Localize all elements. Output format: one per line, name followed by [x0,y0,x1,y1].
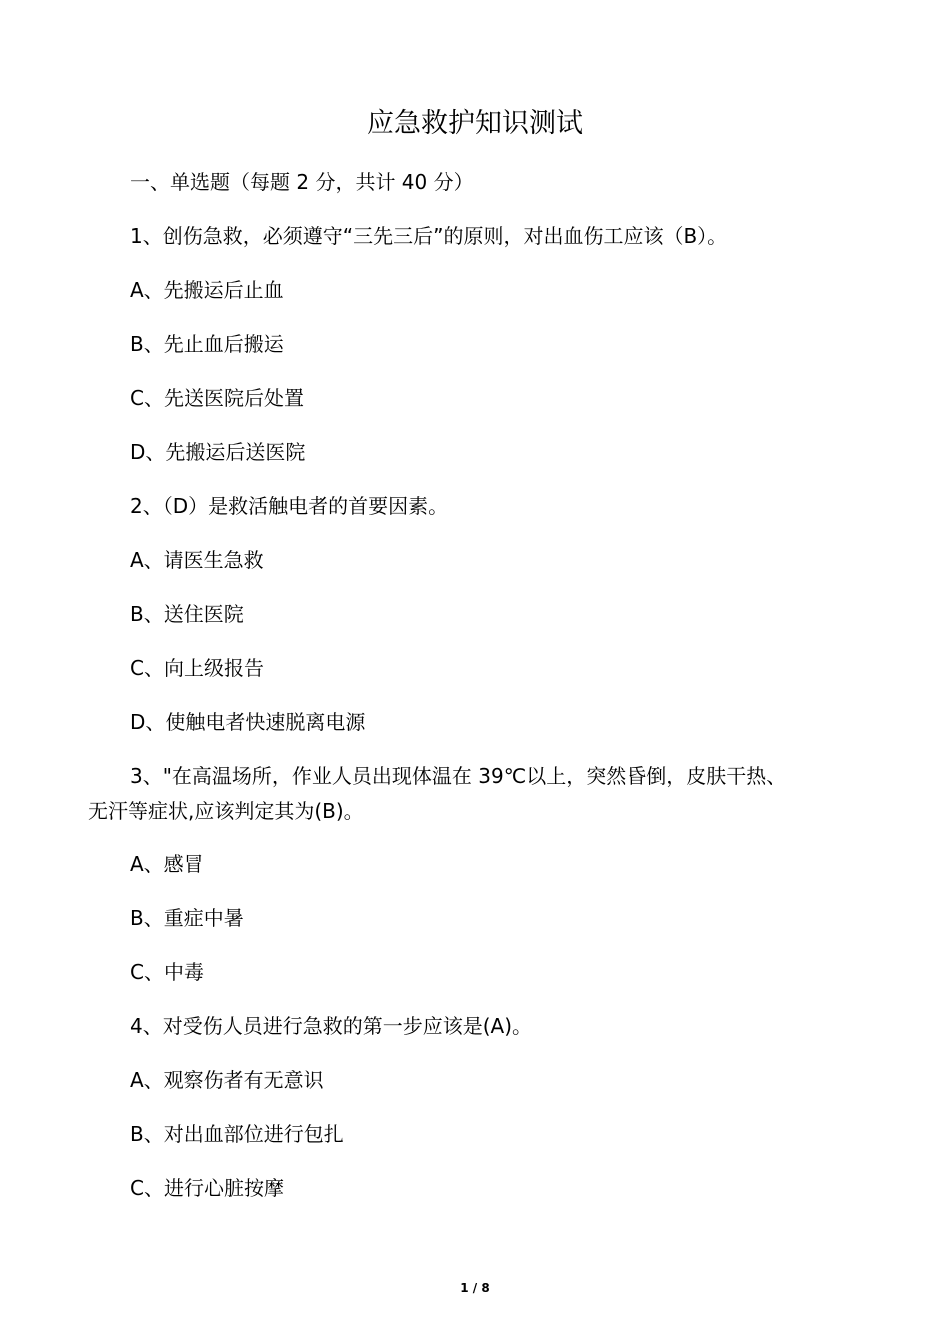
document-title: 应急救护知识测试 [367,108,583,139]
question-3-stem-line-2: 无汗等症状,应该判定其为(B)。 [88,799,364,823]
question-4-option-b: B、对出血部位进行包扎 [130,1122,344,1146]
question-4-option-c: C、进行心脏按摩 [130,1176,284,1200]
section-heading: 一、单选题（每题 2 分，共计 40 分） [130,170,474,194]
page-indicator: 1 / 8 [460,1281,490,1295]
question-3-stem-line-1: 3、"在高温场所，作业人员出现体温在 39℃以上，突然昏倒，皮肤干热、 [130,764,787,788]
question-4-option-a: A、观察伤者有无意识 [130,1068,324,1092]
question-2-option-b: B、送住医院 [130,602,244,626]
question-2-option-a: A、请医生急救 [130,548,264,572]
question-1-option-c: C、先送医院后处置 [130,386,304,410]
question-1-stem: 1、创伤急救，必须遵守“三先三后”的原则，对出血伤工应该（B）。 [130,224,728,248]
question-1-option-b: B、先止血后搬运 [130,332,284,356]
question-3-option-a: A、感冒 [130,852,204,876]
question-1-option-a: A、先搬运后止血 [130,278,284,302]
question-2-option-c: C、向上级报告 [130,656,264,680]
question-3-option-c: C、中毒 [130,960,204,984]
question-4-stem: 4、对受伤人员进行急救的第一步应该是(A)。 [130,1014,533,1038]
question-2-stem: 2、（D）是救活触电者的首要因素。 [130,494,449,518]
question-2-option-d: D、使触电者快速脱离电源 [130,710,366,734]
question-3-option-b: B、重症中暑 [130,906,244,930]
question-1-option-d: D、先搬运后送医院 [130,440,306,464]
